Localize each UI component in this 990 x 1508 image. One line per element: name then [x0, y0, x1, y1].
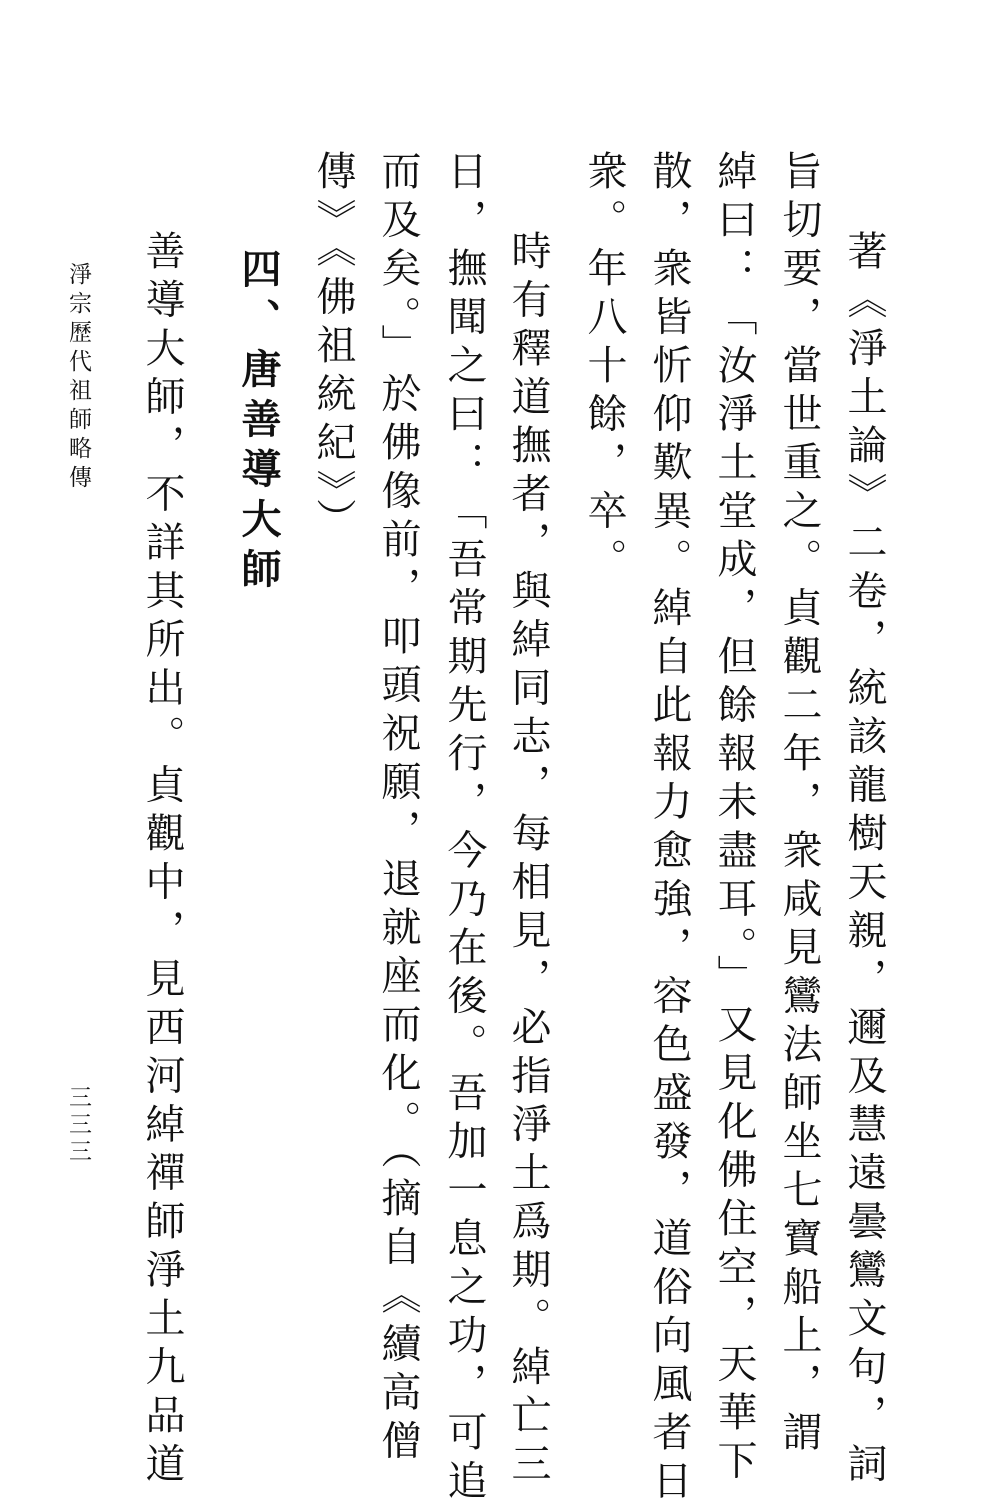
text-column-3: 綽曰：「汝淨土堂成，但餘報未盡耳。」又見化佛住空，天華下 — [711, 150, 757, 1488]
page-number: 三三三 — [65, 1085, 91, 1166]
running-header: 淨宗歷代祖師略傳 — [65, 262, 91, 494]
text-column-7: 日，撫聞之曰：「吾常期先行，今乃在後。吾加一息之功，可追 — [441, 150, 487, 1508]
section-heading: 四、唐善導大師 — [235, 248, 281, 598]
text-column-6: 時有釋道撫者，與綽同志，每相見，必指淨土爲期。綽亡三 — [505, 230, 551, 1491]
text-column-5: 衆。年八十餘，卒。 — [581, 150, 627, 587]
section-text-column-1: 善導大師，不詳其所出。貞觀中，見西河綽禪師淨土九品道 — [139, 230, 185, 1491]
text-column-4: 散，衆皆忻仰歎異。綽自此報力愈強，容色盛發，道俗向風者日 — [646, 150, 692, 1508]
text-column-1: 著《淨土論》二卷，統該龍樹天親，邇及慧遠曇鸞文句，詞 — [841, 230, 887, 1491]
text-column-8: 而及矣。」於佛像前，叩頭祝願，退就座而化。（摘自《續高僧 — [375, 150, 421, 1468]
text-column-9: 傳》《佛祖統紀》） — [310, 150, 356, 547]
text-column-2: 旨切要，當世重之。貞觀二年，衆咸見鸞法師坐七寶船上，謂 — [776, 150, 822, 1460]
